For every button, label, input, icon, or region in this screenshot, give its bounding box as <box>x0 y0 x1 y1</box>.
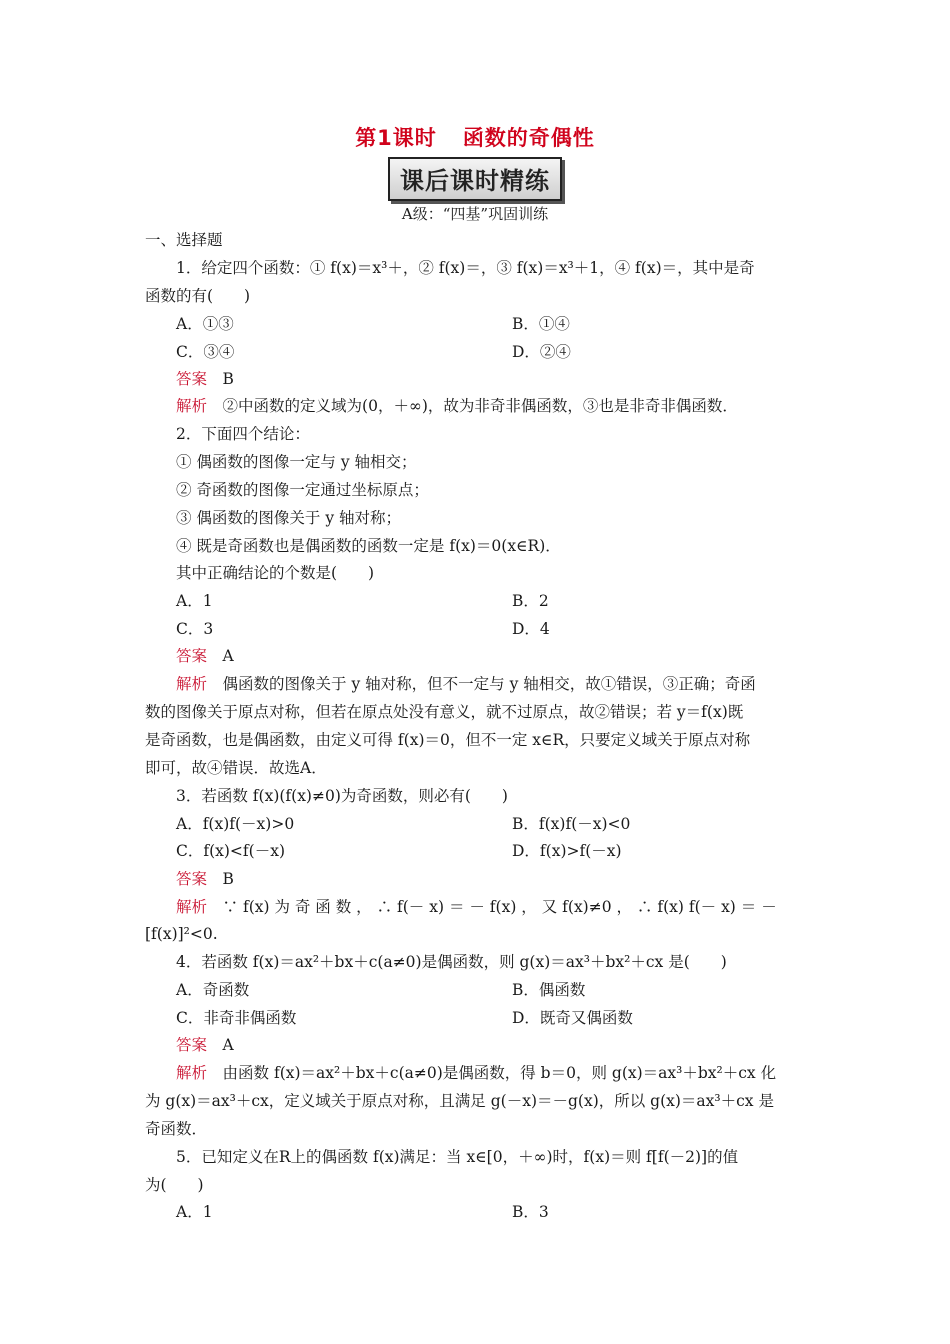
q2-answer-value: A <box>222 647 234 665</box>
q2-analysis-text-1: 偶函数的图像关于 y 轴对称，但不一定与 y 轴相交，故①错误，③正确；奇函 <box>222 675 756 693</box>
banner-wrap <box>0 157 950 201</box>
q1-stem-line1: 1．给定四个函数：① f(x)＝x³＋，② f(x)＝，③ f(x)＝x³＋1，④ f(x)＝，其中是奇 <box>176 259 755 277</box>
q4-analysis-line2: 为 g(x)＝ax³＋cx，定义域关于原点对称，且满足 g(－x)＝－g(x)，所以 g(x)＝ax³＋cx 是 <box>145 1092 774 1110</box>
answer-label: 答案 <box>176 370 208 388</box>
q2-option-a: A．1 <box>176 592 213 610</box>
analysis-label: 解析 <box>176 898 208 916</box>
section-heading: 一、选择题 <box>145 231 223 249</box>
q2-option-c: C．3 <box>176 620 214 638</box>
q4-stem: 4．若函数 f(x)＝ax²＋bx＋c(a≠0)是偶函数，则 g(x)＝ax³＋bx²＋cx 是( ) <box>176 953 727 971</box>
q4-answer-value: A <box>222 1036 234 1054</box>
q5-option-b: B．3 <box>512 1203 549 1221</box>
q2-option-b: B．2 <box>512 592 549 610</box>
q1-option-d: D．②④ <box>512 343 571 361</box>
q4-option-a: A．奇函数 <box>176 981 250 999</box>
q3-option-c: C．f(x)<f(－x) <box>176 842 285 860</box>
analysis-label: 解析 <box>176 675 208 693</box>
q1-option-c: C．③④ <box>176 343 235 361</box>
q4-analysis-line3: 奇函数． <box>145 1120 208 1138</box>
q5-option-a: A．1 <box>176 1203 213 1221</box>
q4-option-b: B．偶函数 <box>512 981 586 999</box>
q4-answer <box>176 1035 841 1055</box>
section-banner: 课后课时精练 <box>388 157 562 201</box>
q3-stem: 3．若函数 f(x)(f(x)≠0)为奇函数，则必有( ) <box>176 787 508 805</box>
lesson-number: 第1课时 <box>355 126 437 150</box>
q2-analysis-line3: 是奇函数，也是偶函数，由定义可得 f(x)＝0，但不一定 x∈R，只要定义域关于原点对称 <box>145 731 751 749</box>
answer-label: 答案 <box>176 1036 208 1054</box>
q2-statement-2: ② 奇函数的图像一定通过坐标原点； <box>176 481 429 499</box>
q3-analysis-text-1: ∵ f(x) 为 奇 函 数 ， ∴ f(－ x) ＝ － f(x) ， 又 f(x)≠0 ， ∴ f(x) f(－ x) ＝ － <box>222 898 777 916</box>
q3-option-b: B．f(x)f(－x)<0 <box>512 815 631 833</box>
q1-answer-value: B <box>222 370 234 388</box>
q2-option-d: D．4 <box>512 620 550 638</box>
lesson-title <box>0 122 950 152</box>
q2-analysis-line4: 即可，故④错误．故选A． <box>145 759 327 777</box>
q3-option-d: D．f(x)>f(－x) <box>512 842 622 860</box>
q2-analysis-line2: 数的图像关于原点对称，但若在原点处没有意义，就不过原点，故②错误；若 y＝f(x)既 <box>145 703 744 721</box>
q3-analysis-line2: [f(x)]²<0. <box>145 925 218 943</box>
analysis-label: 解析 <box>176 1064 208 1082</box>
level-heading: A级：“四基”巩固训练 <box>401 205 549 223</box>
answer-label: 答案 <box>176 870 208 888</box>
q3-answer-value: B <box>222 870 234 888</box>
q2-statement-4: ④ 既是奇函数也是偶函数的函数一定是 f(x)＝0(x∈R)． <box>176 537 561 555</box>
lesson-topic: 函数的奇偶性 <box>462 126 595 150</box>
q1-option-b: B．①④ <box>512 315 570 333</box>
q2-analysis-line1 <box>176 674 810 694</box>
q3-analysis-line1 <box>176 897 810 917</box>
q2-question: 其中正确结论的个数是( ) <box>176 564 375 582</box>
q2-statement-3: ③ 偶函数的图像关于 y 轴对称； <box>176 509 402 527</box>
q5-stem-line1: 5．已知定义在R上的偶函数 f(x)满足：当 x∈[0，＋∞)时，f(x)＝则 f[f(－2)]的值 <box>176 1148 739 1166</box>
q1-analysis <box>176 396 841 416</box>
q1-option-a: A．①③ <box>176 315 234 333</box>
q1-answer <box>176 369 841 389</box>
q4-analysis-line1 <box>176 1063 810 1083</box>
q3-option-a: A．f(x)f(－x)>0 <box>176 815 295 833</box>
analysis-label: 解析 <box>176 397 208 415</box>
answer-label: 答案 <box>176 647 208 665</box>
q1-stem-line2: 函数的有( ) <box>145 287 251 305</box>
q2-statement-1: ① 偶函数的图像一定与 y 轴相交； <box>176 453 417 471</box>
q5-stem-line2: 为( ) <box>145 1176 204 1194</box>
q1-analysis-text: ②中函数的定义域为(0，＋∞)，故为非奇非偶函数，③也是非奇非偶函数． <box>222 397 738 415</box>
q4-option-d: D．既奇又偶函数 <box>512 1009 633 1027</box>
q4-option-c: C．非奇非偶函数 <box>176 1009 297 1027</box>
q4-analysis-text-1: 由函数 f(x)＝ax²＋bx＋c(a≠0)是偶函数，得 b＝0，则 g(x)＝ax³＋bx²＋cx 化 <box>222 1064 777 1082</box>
q2-stem: 2．下面四个结论： <box>176 425 310 443</box>
q3-answer <box>176 869 841 889</box>
q2-answer <box>176 646 841 666</box>
